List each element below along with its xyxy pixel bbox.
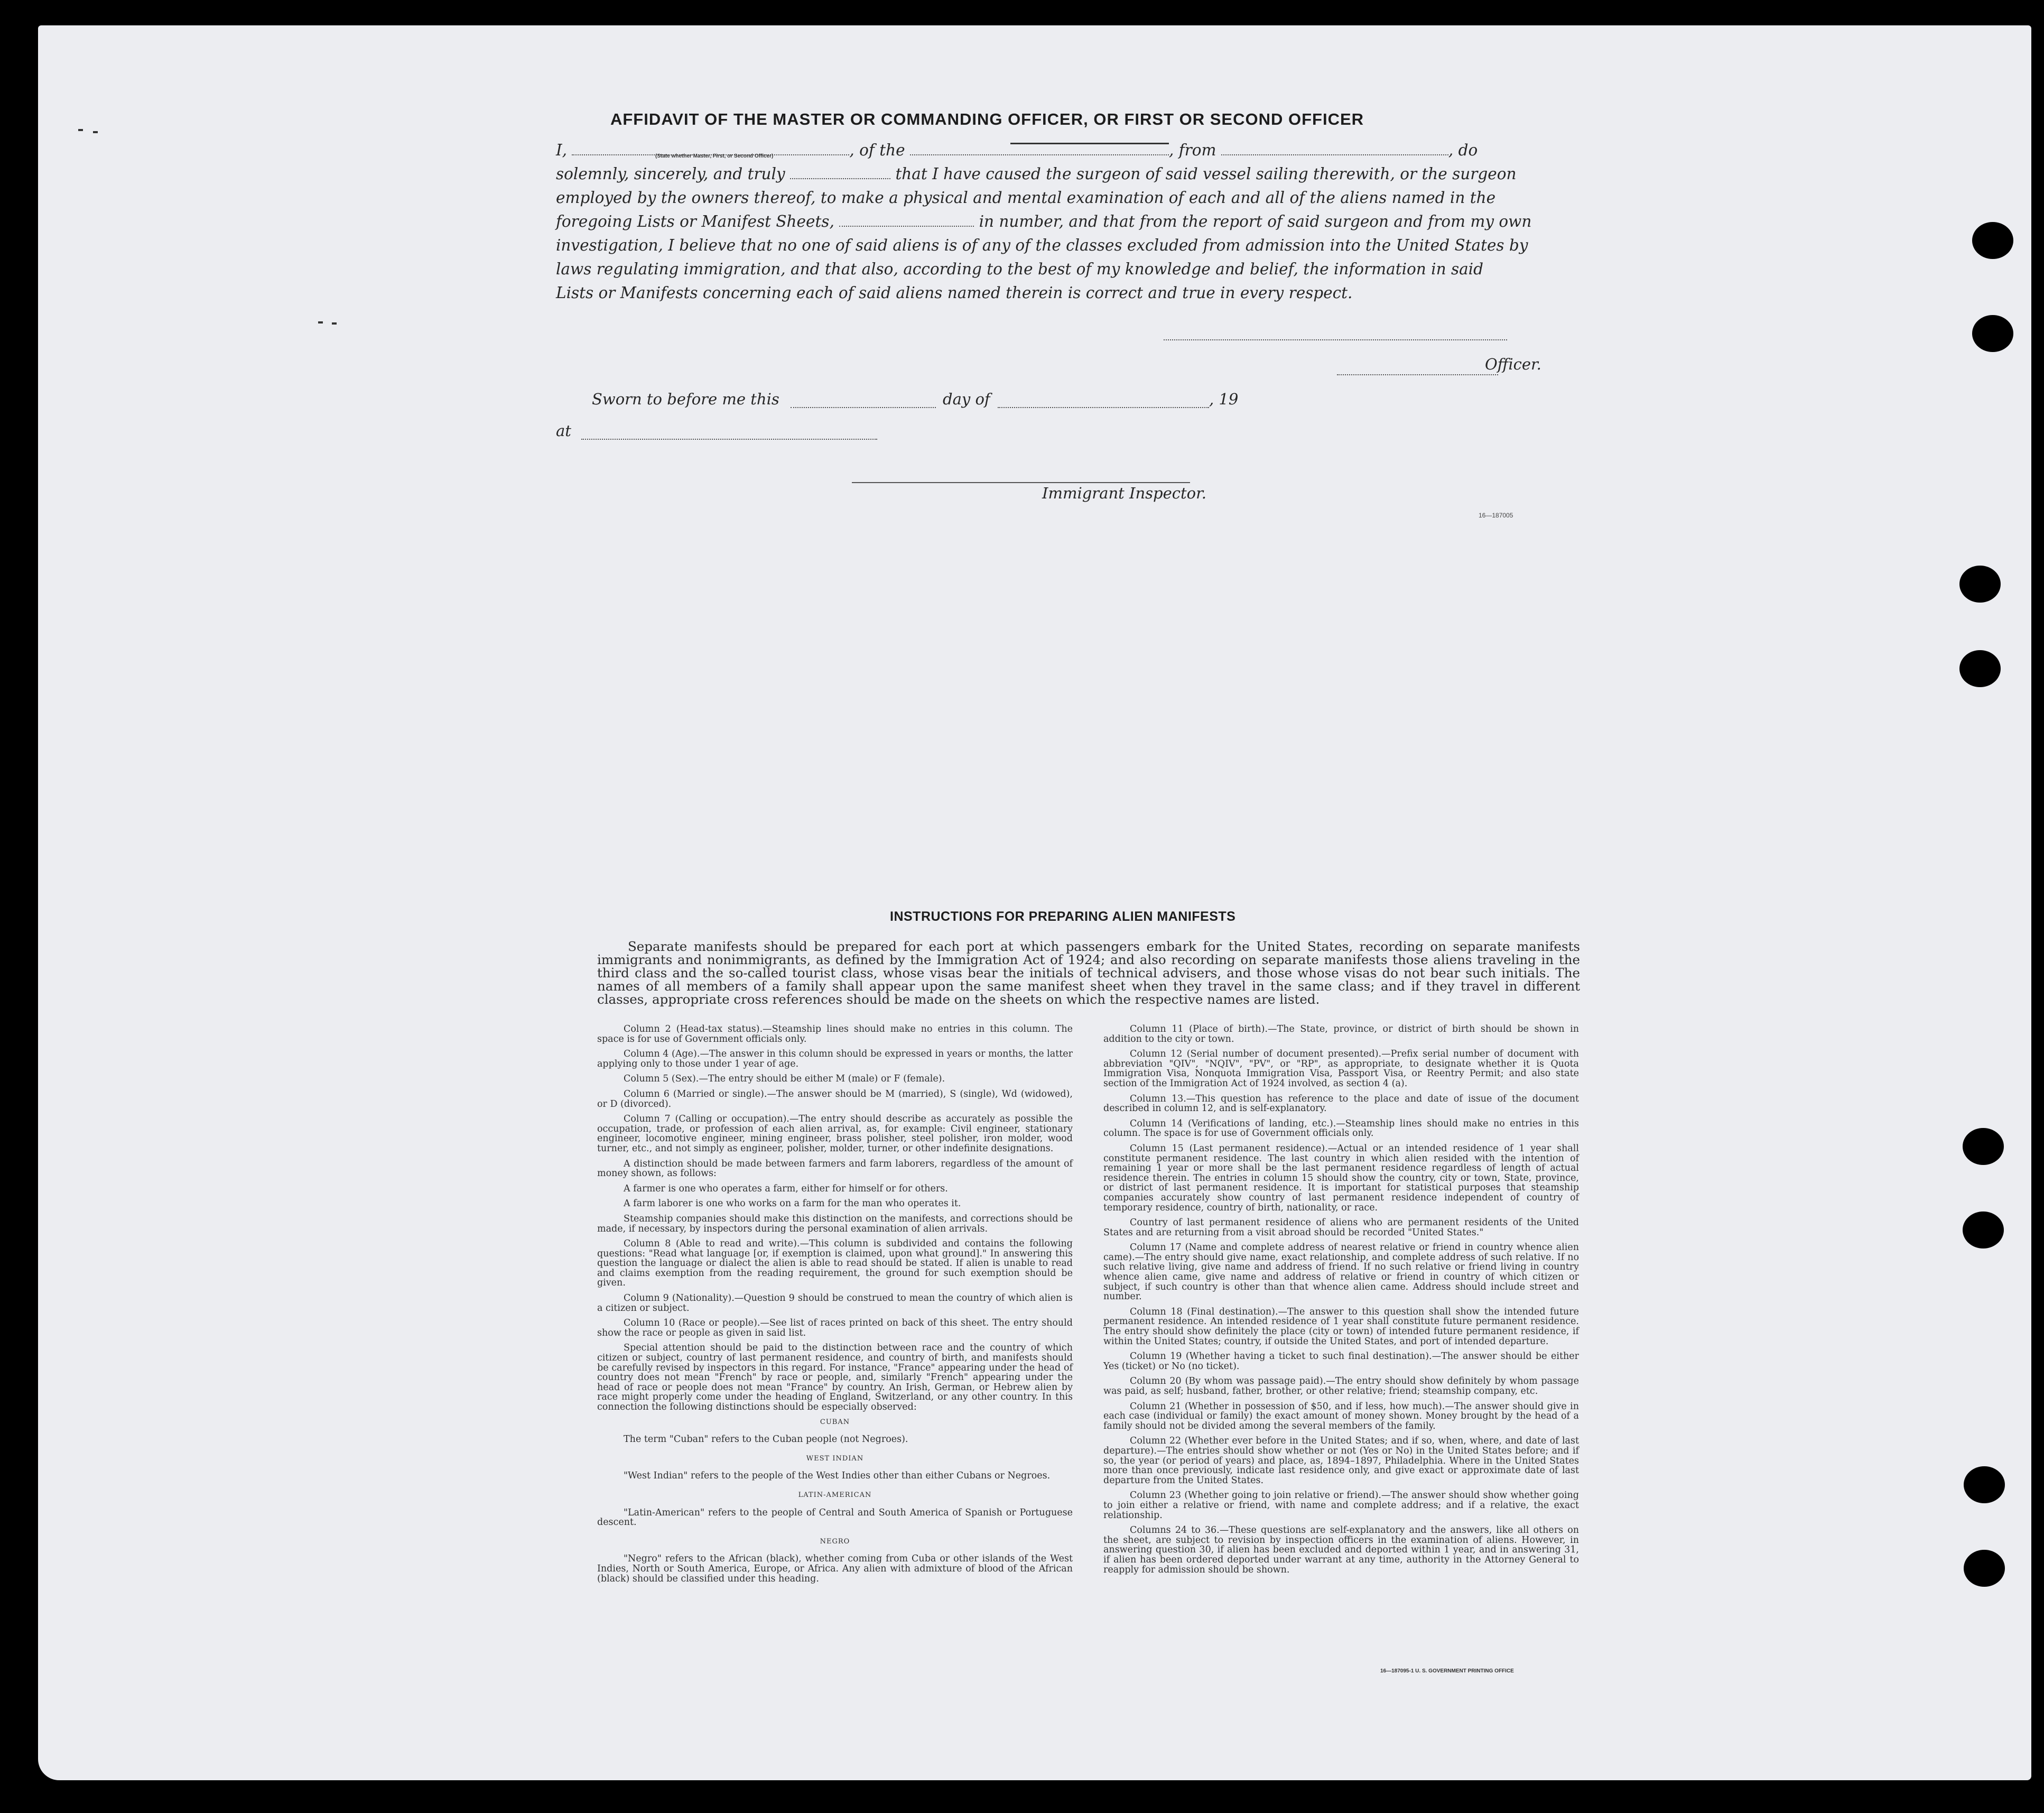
affidavit-text: I, (556, 141, 568, 159)
binder-hole (1959, 566, 2001, 603)
day-of-label: day of (943, 390, 990, 408)
instruction-paragraph: Column 4 (Age).—The answer in this column should be expressed in years or months, the latter applying only to those under 1 year of age. (597, 1049, 1073, 1069)
instruction-paragraph: Column 7 (Calling or occupation).—The entry should describe as accurately as possible the occupation, trade, or profession of each alien arrival, as, for example: Civil engineer, stationary engineer, locomotive engineer, mining engineer, brass polisher, steel polisher, iron molder, wood turner, etc., and not simply as engineer, polisher, molder, turner, or other indefinite designations. (597, 1114, 1073, 1154)
instruction-paragraph: Column 12 (Serial number of document presented).—Prefix serial number of document with abbreviation "QIV", "NQIV", "PV", or "RP", as appropriate, to designate whether it is Quota Immigration Visa, Nonquota Immigration Visa, Passport Visa, or Reentry Permit; and also state section of the Immigration Act of 1924 involved, as section 4 (a). (1103, 1049, 1579, 1089)
definition-text: "Negro" refers to the African (black), whether coming from Cuba or other islands of the West Indies, North or South America, Europe, or Africa. Any alien with admixture of blood of the African (black) should be classified under this heading. (597, 1553, 1073, 1584)
year-label: , 19 (1209, 390, 1239, 408)
instruction-paragraph: Column 9 (Nationality).—Question 9 should be construed to mean the country of which alien is a citizen or subject. (597, 1293, 1073, 1314)
instruction-paragraph: Column 21 (Whether in possession of $50, and if less, how much).—The answer should give in each case (individual or family) the exact amount of money shown. Money brought by the head of a family should not be divided among the several members of the family. (1103, 1401, 1579, 1431)
instructions-right-column (1103, 1024, 1579, 1580)
vessel-blank[interactable] (910, 154, 1169, 155)
definition-heading: NEGRO (820, 1537, 850, 1546)
definition-text: "West Indian" refers to the people of the West Indies other than either Cubans or Negroes. (624, 1470, 1051, 1482)
affidavit-line: laws regulating immigration, and that also, according to the best of my knowledge and belief, the information in said (556, 260, 1484, 278)
affidavit-text: , do (1448, 141, 1478, 159)
sworn-day-blank[interactable] (791, 407, 936, 408)
printing-office-footer: 16—187095-1 U. S. GOVERNMENT PRINTING OFFICE (1380, 1668, 1514, 1674)
instruction-paragraph: Column 5 (Sex).—The entry should be either M (male) or F (female). (624, 1074, 945, 1085)
state-note: (State whether Master, First, or Second Officer) (655, 153, 774, 159)
instruction-paragraph: Columns 24 to 36.—These questions are self-explanatory and the answers, like all others on the sheet, are subject to revision by inspection officers in the examination of aliens. However, in answering question 30, if alien has been excluded and deported within 1 year, and in answering 31, if alien has been ordered deported under warrant at any time, authority in the Attorney General to reapply for admission should be shown. (1103, 1525, 1579, 1575)
instructions-left-column (597, 1024, 1073, 1593)
instruction-paragraph: Column 20 (By whom was passage paid).—The entry should show definitely by whom passage was paid, as self; husband, father, brother, or other relative; friend; steamship company, etc. (1103, 1376, 1579, 1396)
scan-speck (93, 131, 98, 133)
inspector-label: Immigrant Inspector. (1042, 484, 1206, 502)
affidavit-text: in number, and that from the report of said surgeon and from my own (979, 212, 1532, 230)
instruction-paragraph: Column 8 (Able to read and write).—This column is subdivided and contains the following questions: "Read what language [or, if exemption is claimed, upon what ground]." In answering this question the language or dialect the alien is able to read should be stated. If alien is unable to read and claims exemption from the reading requirement, the ground for such exemption should be given. (597, 1238, 1073, 1289)
binder-hole (1972, 315, 2013, 352)
instruction-paragraph: Column 10 (Race or people).—See list of races printed on back of this sheet. The entry should show the race or people as given in said list. (597, 1318, 1073, 1338)
definition-text: The term "Cuban" refers to the Cuban people (not Negroes). (624, 1434, 908, 1445)
sworn-month-blank[interactable] (998, 407, 1209, 408)
instruction-paragraph: Column 13.—This question has reference to the place and date of issue of the document described in column 12, and is self-explanatory. (1103, 1093, 1579, 1114)
instruction-paragraph: Country of last permanent residence of aliens who are permanent residents of the United States and are returning from a visit abroad should be recorded "United States." (1103, 1217, 1579, 1238)
affidavit-title: AFFIDAVIT OF THE MASTER OR COMMANDING OFFICER, OR FIRST OR SECOND OFFICER (610, 110, 1364, 128)
instruction-paragraph: Steamship companies should make this distinction on the manifests, and corrections should be made, if necessary, by inspectors during the personal examination of alien arrivals. (597, 1213, 1073, 1234)
scan-speck (78, 129, 83, 131)
instruction-paragraph: Special attention should be paid to the distinction between race and the country of which citizen or subject, country of last permanent residence, and country of birth, and manifests should be carefully revised by inspectors in this regard. For instance, "France" appearing under the head of country does not mean "French" by race or people, and, similarly "French" appearing under the head of race or people does not mean "France" by country. An Irish, German, or Hebrew alien by race might properly come under the heading of England, Switzerland, or any other country. In this connection the following distinctions should be especially observed: (597, 1343, 1073, 1412)
scan-speck (318, 321, 323, 323)
officer-signature-line[interactable] (1164, 339, 1507, 340)
sworn-place-blank[interactable] (581, 439, 877, 440)
instruction-paragraph: Column 19 (Whether having a ticket to such final destination).—The answer should be either Yes (ticket) or No (no ticket). (1103, 1351, 1579, 1372)
officer-label: Officer. (1485, 355, 1541, 373)
affidavit-text: foregoing Lists or Manifest Sheets, (556, 212, 834, 230)
affidavit-text: , of the (849, 141, 905, 159)
definition-heading: LATIN-AMERICAN (798, 1491, 872, 1499)
binder-hole (1964, 1550, 2005, 1587)
port-blank[interactable] (1221, 154, 1448, 155)
instruction-paragraph: Column 11 (Place of birth).—The State, province, or district of birth should be shown in addition to the city or town. (1103, 1024, 1579, 1044)
scan-speck (332, 322, 337, 325)
instruction-paragraph: Column 15 (Last permanent residence).—Actual or an intended residence of 1 year shall constitute permanent residence. The last country in which alien resided with the intention of remaining 1 year or more shall be the last permanent residence regardless of length of actual residence therein. The entries in column 15 should show the country, city or town, State, province, or district of last permanent residence. It is important for statistical purposes that steamship companies accurately show country of last permanent residence independent of country of temporary residence, country of birth, nationality, or race. (1103, 1143, 1579, 1213)
instruction-paragraph: Column 22 (Whether ever before in the United States; and if so, when, where, and date of last departure).—The entries should show whether or not (Yes or No) in the United States before; and if so, the year (or period of years) and place, as, 1894–1897, Philadelphia. Where in the United States more than once previously, indicate last residence only, and give exact or approximate date of last departure from the United States. (1103, 1436, 1579, 1486)
binder-hole (1959, 650, 2001, 687)
instruction-paragraph: Column 18 (Final destination).—The answer to this question shall show the intended future permanent residence. An intended residence of 1 year shall constitute future permanent residence. The entry should show definitely the place (city or town) of intended future permanent residence, if within the United States; country, if outside the United States, and port of intended departure. (1103, 1306, 1579, 1347)
affidavit-line: Lists or Manifests concerning each of said aliens named therein is correct and true in every respect. (556, 284, 1353, 302)
binder-hole (1964, 1466, 2005, 1503)
binder-hole (1963, 1211, 2004, 1248)
sheet-count-blank[interactable] (839, 226, 974, 227)
affidavit-text: solemnly, sincerely, and truly (556, 165, 785, 183)
affidavit-line (556, 210, 1586, 234)
affidavit-line (556, 162, 1586, 186)
document-sheet (38, 25, 2031, 1780)
instruction-paragraph: Column 23 (Whether going to join relative or friend).—The answer should show whether going to join either a relative or friend, with name and complete address; and if a relative, the exact relationship. (1103, 1490, 1579, 1521)
instruction-paragraph: Column 14 (Verifications of landing, etc.).—Steamship lines should make no entries in this column. The space is for use of Government officials only. (1103, 1118, 1579, 1139)
at-label: at (556, 422, 571, 440)
instruction-paragraph: Column 2 (Head-tax status).—Steamship lines should make no entries in this column. The space is for use of Government officials only. (597, 1024, 1073, 1044)
binder-hole (1963, 1128, 2004, 1165)
definition-heading: WEST INDIAN (806, 1454, 864, 1463)
binder-hole (1972, 222, 2013, 259)
affidavit-line: investigation, I believe that no one of said aliens is of any of the classes excluded from admission into the United States by (556, 236, 1528, 254)
instruction-paragraph: A distinction should be made between farmers and farm laborers, regardless of the amount of money shown, as follows: (597, 1158, 1073, 1179)
instruction-paragraph: Column 17 (Name and complete address of nearest relative or friend in country whence alien came).—The entry should give name, exact relationship, and complete address of such relative. If no such relative living, give name and address of friend. If no such relative or friend living in country whence alien came, give name and address of relative or friend in country of which citizen or subject, if such country is other than that whence alien came. Address should include street and number. (1103, 1242, 1579, 1302)
affidavit-line: employed by the owners thereof, to make a physical and mental examination of each and all of the aliens named in the (556, 189, 1496, 207)
instruction-paragraph: A farm laborer is one who works on a farm for the man who operates it. (624, 1198, 961, 1209)
instruction-paragraph: A farmer is one who operates a farm, either for himself or for others. (624, 1183, 948, 1194)
officer-title-line[interactable] (1337, 374, 1498, 375)
instructions-intro: Separate manifests should be prepared for each port at which passengers embark for the United States, recording on separate manifests immigrants and nonimmigrants, as defined by the Immigration Act of 1924; and also recording on separate manifests those aliens traveling in the third class and the so-called tourist class, whose visas bear the initials of technical advisers, and those whose visas do not bear such initials. The names of all members of a family shall appear upon the same manifest sheet when they travel in the same class; and if they travel in different classes, appropriate cross references should be made on the sheets on which the respective names are listed. (597, 939, 1580, 1007)
affidavit-text: , from (1168, 141, 1216, 159)
instruction-paragraph: Column 6 (Married or single).—The answer should be M (married), S (single), Wd (widowed), or D (divorced). (597, 1088, 1073, 1109)
affidavit-body (556, 138, 1586, 305)
inspector-signature-line[interactable] (852, 482, 1190, 483)
definition-heading: CUBAN (820, 1418, 850, 1426)
form-code: 16—187005 (1479, 512, 1513, 519)
instructions-title: INSTRUCTIONS FOR PREPARING ALIEN MANIFESTS (890, 909, 1236, 924)
definition-text: "Latin-American" refers to the people of Central and South America of Spanish or Portuguese descent. (597, 1507, 1073, 1528)
affidavit-text: that I have caused the surgeon of said vessel sailing therewith, or the surgeon (895, 165, 1517, 183)
affirmation-blank[interactable] (790, 178, 890, 179)
sworn-label: Sworn to before me this (592, 390, 779, 408)
